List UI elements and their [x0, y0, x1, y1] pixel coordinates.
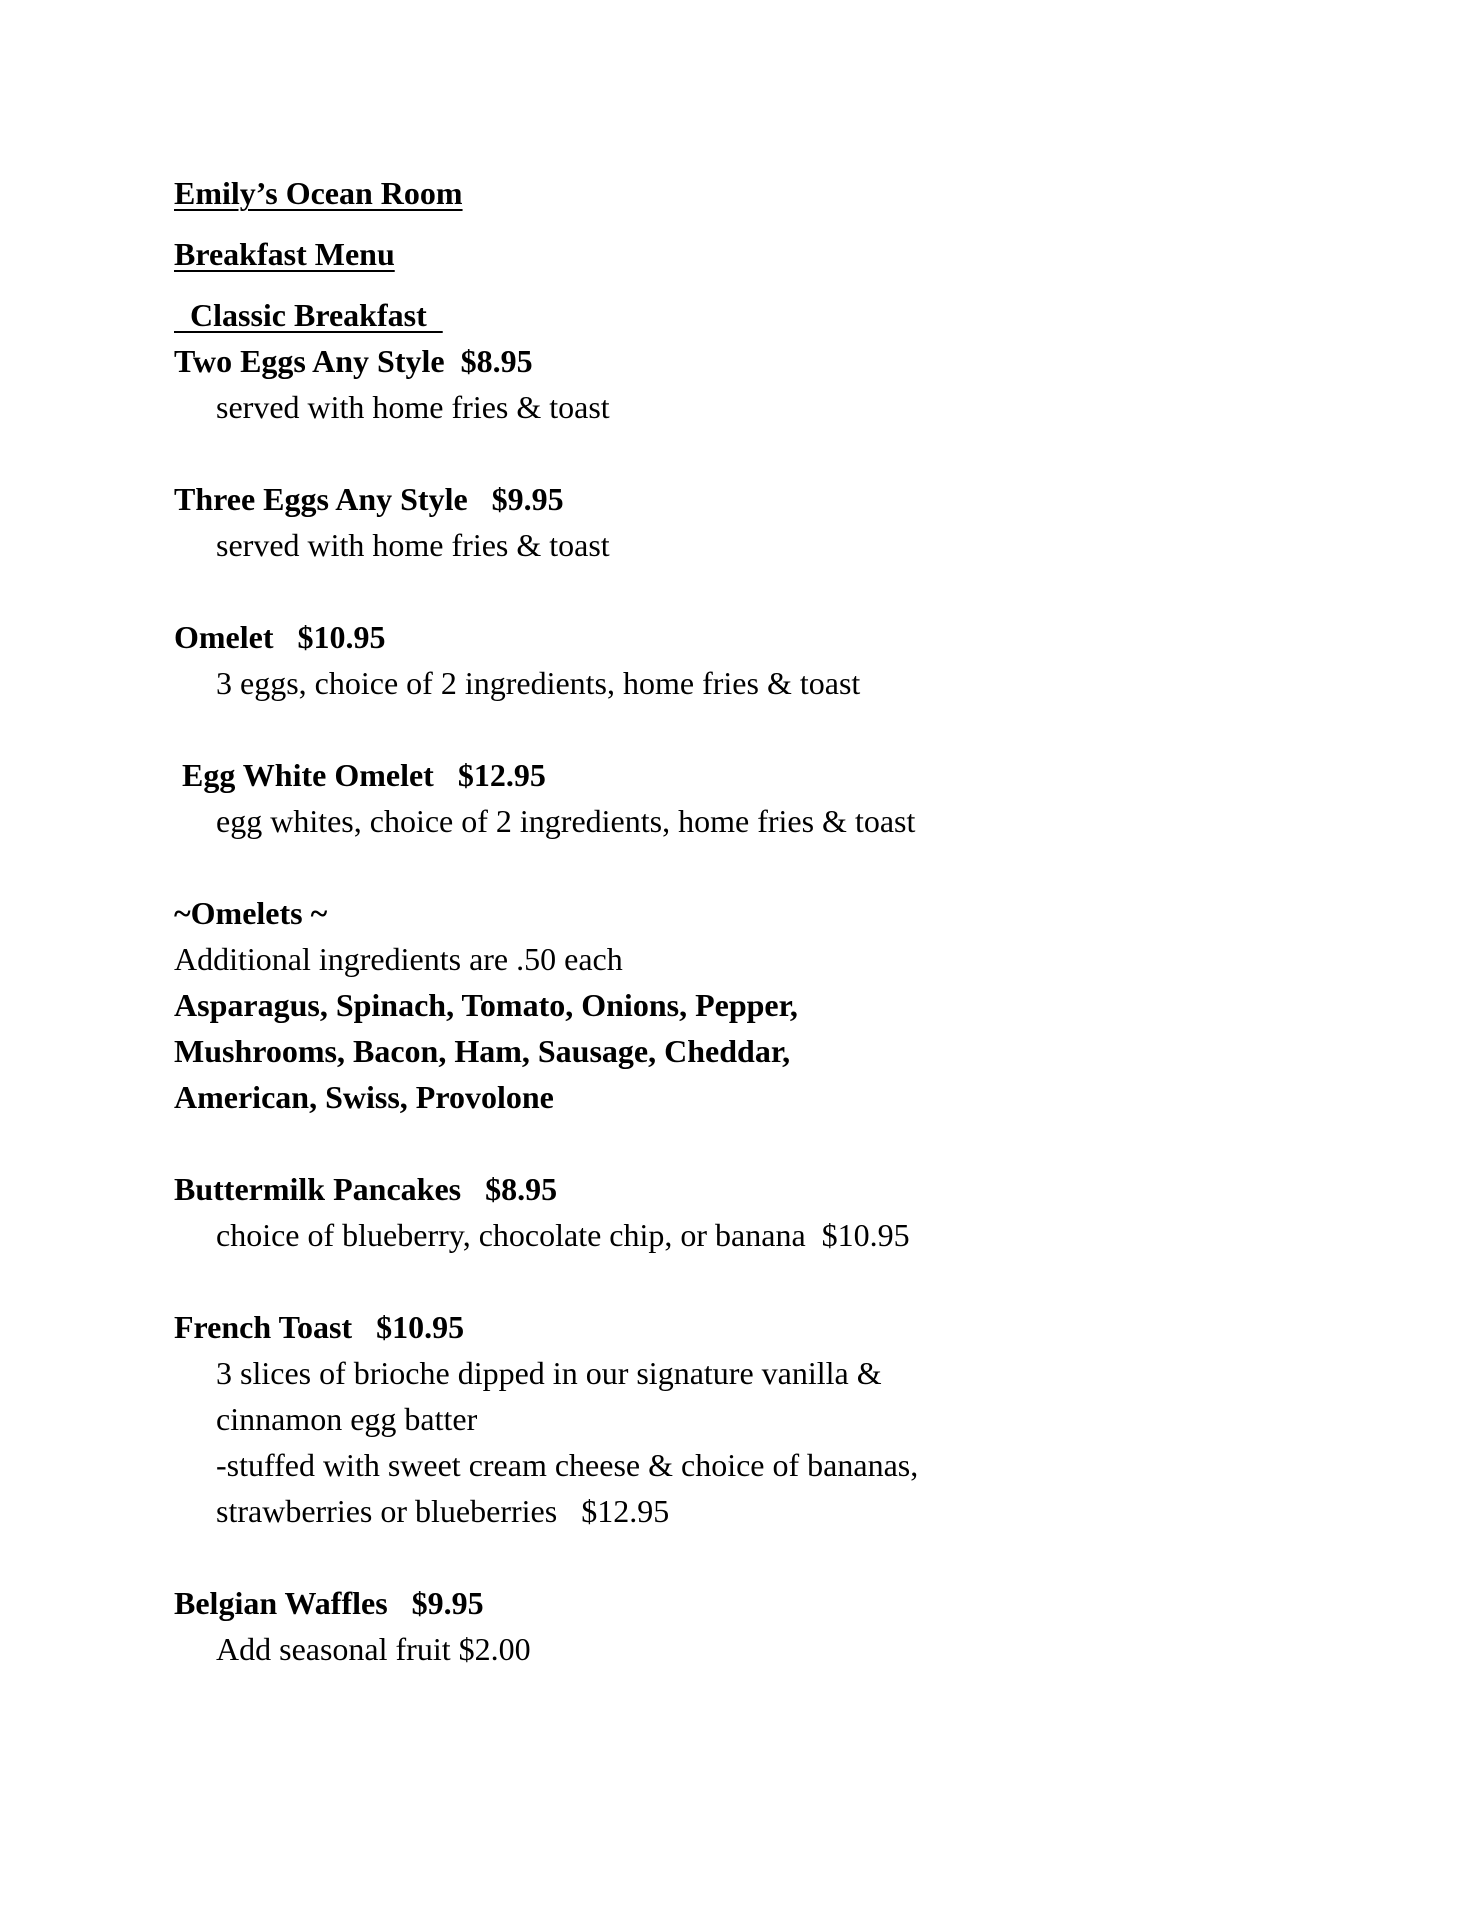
- item-desc-omelet: 3 eggs, choice of 2 ingredients, home fries & toast: [216, 665, 861, 701]
- omelets-ingredients-line: Asparagus, Spinach, Tomato, Onions, Pepper,: [174, 987, 798, 1023]
- item-title-egg-white-omelet: Egg White Omelet $12.95: [174, 757, 546, 793]
- item-desc-three-eggs: served with home fries & toast: [216, 527, 610, 563]
- item-desc-belgian-waffles: Add seasonal fruit $2.00: [216, 1631, 531, 1667]
- item-desc-french-toast: 3 slices of brioche dipped in our signature vanilla &: [216, 1355, 882, 1391]
- item-title-french-toast: French Toast $10.95: [174, 1309, 465, 1345]
- item-desc-french-toast: strawberries or blueberries $12.95: [216, 1493, 670, 1529]
- item-title-pancakes: Buttermilk Pancakes $8.95: [174, 1171, 558, 1207]
- item-desc-french-toast: cinnamon egg batter: [216, 1401, 478, 1437]
- omelets-ingredients-line: Mushrooms, Bacon, Ham, Sausage, Cheddar,: [174, 1033, 791, 1069]
- item-desc-pancakes: choice of blueberry, chocolate chip, or banana $10.95: [216, 1217, 910, 1253]
- item-desc-two-eggs: served with home fries & toast: [216, 389, 610, 425]
- restaurant-name: Emily’s Ocean Room: [174, 175, 463, 211]
- menu-title: Breakfast Menu: [174, 236, 395, 272]
- menu-page: [174, 170, 1354, 1672]
- item-title-belgian-waffles: Belgian Waffles $9.95: [174, 1585, 484, 1621]
- item-title-omelet: Omelet $10.95: [174, 619, 386, 655]
- item-title-three-eggs: Three Eggs Any Style $9.95: [174, 481, 564, 517]
- item-desc-egg-white-omelet: egg whites, choice of 2 ingredients, home fries & toast: [216, 803, 916, 839]
- item-desc-french-toast: -stuffed with sweet cream cheese & choice of bananas,: [216, 1447, 919, 1483]
- omelets-ingredients-line: American, Swiss, Provolone: [174, 1079, 554, 1115]
- section-title: Classic Breakfast: [174, 297, 443, 333]
- omelets-note: Additional ingredients are .50 each: [174, 941, 623, 977]
- omelets-title: ~Omelets ~: [174, 895, 328, 931]
- item-title-two-eggs: Two Eggs Any Style $8.95: [174, 343, 533, 379]
